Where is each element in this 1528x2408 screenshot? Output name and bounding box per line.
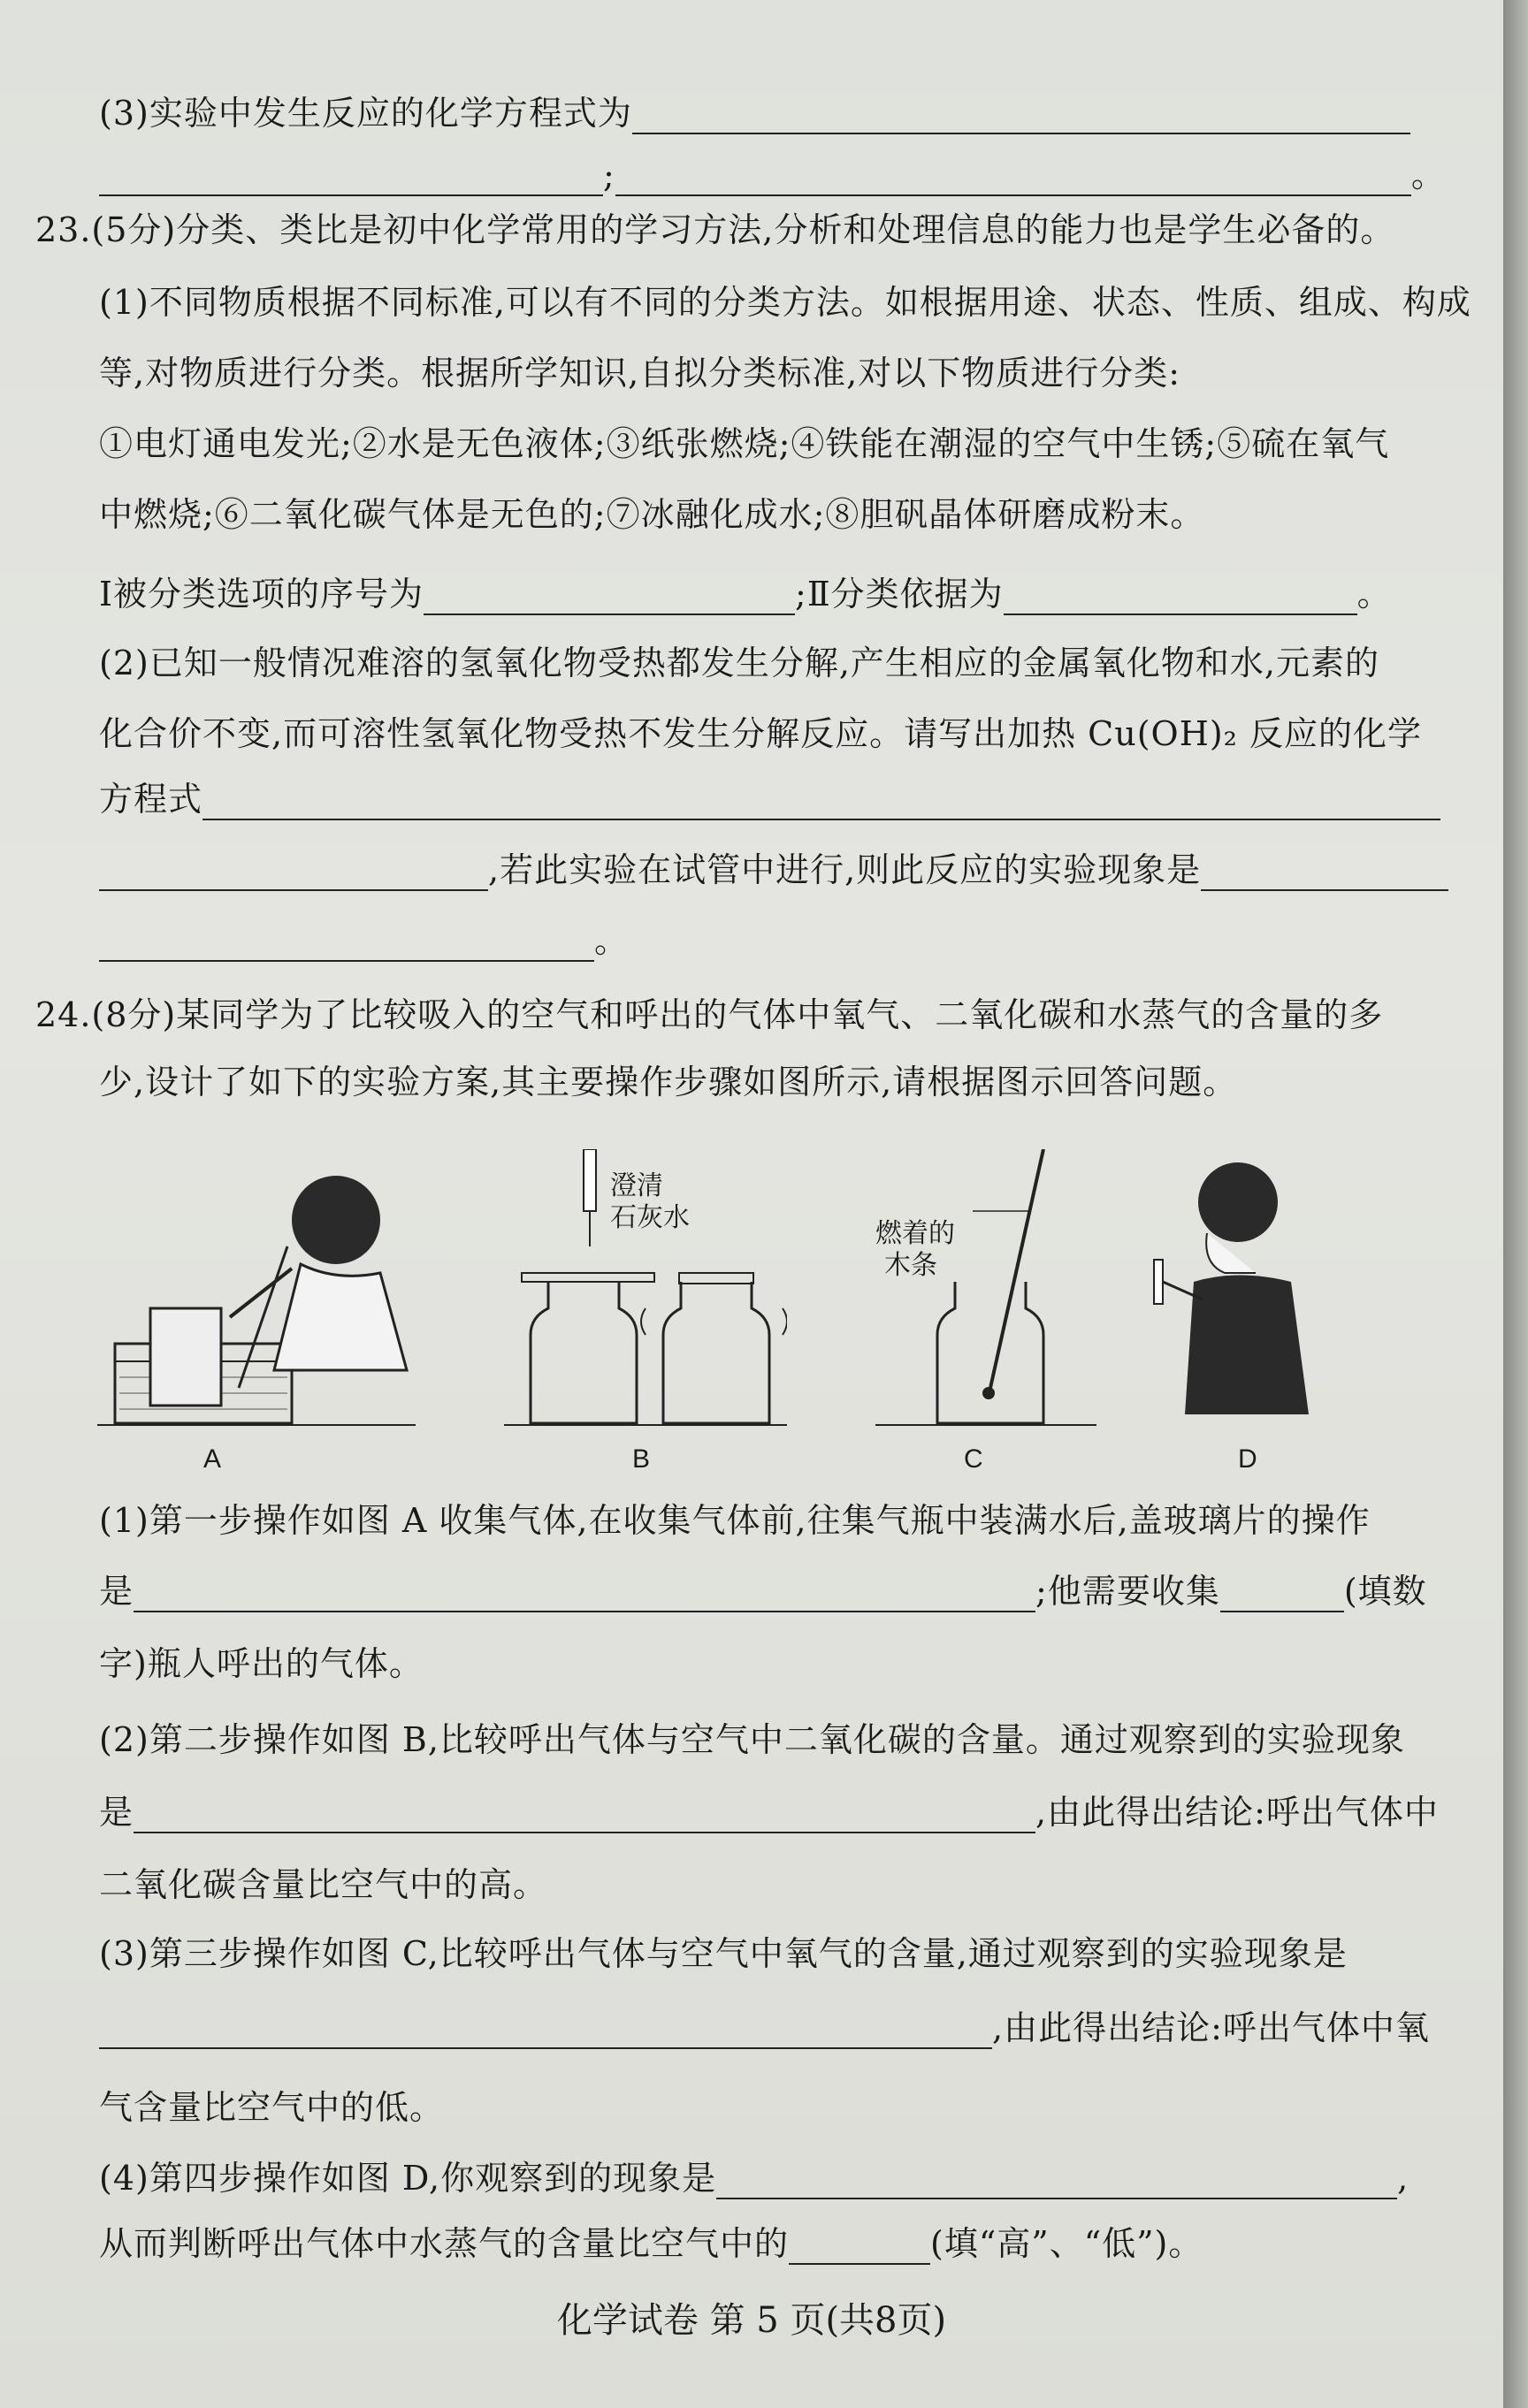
- answer-blank[interactable]: [424, 580, 795, 615]
- limewater-label-1: 澄清: [610, 1171, 663, 1200]
- q22-part3-cont: [99, 154, 1446, 196]
- answer-blank[interactable]: [134, 1577, 1035, 1612]
- q24-heading-line2: 少,设计了如下的实验方案,其主要操作步骤如图所示,请根据图示回答问题。: [99, 1063, 1238, 1101]
- text-fragment: ,由此得出结论:呼出气体中: [1035, 1793, 1439, 1832]
- separator: ;: [603, 156, 615, 194]
- period: 。: [1356, 575, 1392, 613]
- q23-p1-line3: ①电灯通电发光;②水是无色液体;③纸张燃烧;④铁能在潮湿的空气中生锈;⑤硫在氧气: [99, 424, 1390, 463]
- q23-p2-line1: (2)已知一般情况难溶的氢氧化物受热都发生分解,产生相应的金属氧化物和水,元素的: [99, 644, 1379, 682]
- answer-blank[interactable]: [1004, 580, 1357, 615]
- q24-p4-line2: [99, 2222, 1203, 2265]
- stick-label-1: 燃着的: [875, 1219, 955, 1248]
- limewater-label-2: 石灰水: [610, 1203, 690, 1232]
- figure-d: [1141, 1149, 1335, 1485]
- text-fragment: (4)第四步操作如图 D,你观察到的现象是: [99, 2159, 717, 2198]
- answer-blank[interactable]: [632, 99, 1410, 134]
- text-fragment: (填数: [1343, 1572, 1427, 1611]
- answer-blank[interactable]: [1201, 856, 1448, 891]
- answer-blank[interactable]: [1220, 1577, 1344, 1612]
- answer-blank[interactable]: [789, 2229, 930, 2265]
- figure-c-label: C: [964, 1444, 983, 1474]
- answer-blank[interactable]: [202, 785, 1440, 820]
- q24-p4-line1: [99, 2157, 1409, 2199]
- text-fragment: ,: [1397, 2159, 1410, 2198]
- text-fragment: 从而判断呼出气体中水蒸气的含量比空气中的: [99, 2224, 790, 2263]
- q24-p3-line1: (3)第三步操作如图 C,比较呼出气体与空气中氧气的含量,通过观察到的实验现象是: [99, 1934, 1348, 1973]
- q23-p1-line5: [99, 573, 1392, 615]
- q24-p1-line2: [99, 1570, 1427, 1612]
- text-fragment: 是: [99, 1572, 134, 1611]
- q23-p2-line4: [99, 849, 1448, 891]
- collecting-gas-illustration: [97, 1149, 416, 1441]
- text-fragment: 是: [99, 1793, 134, 1832]
- figure-d-label: D: [1238, 1444, 1257, 1474]
- breathing-on-glass-illustration: [1141, 1149, 1335, 1441]
- page-footer: 化学试卷 第 5 页(共8页): [556, 2300, 947, 2341]
- q23-p2-line5: [99, 919, 629, 962]
- figure-c: [875, 1149, 1123, 1485]
- q23-p2-line2: 化合价不变,而可溶性氢氧化物受热不发生分解反应。请写出加热 Cu(OH)₂ 反应的化学: [99, 714, 1422, 753]
- figure-b: [504, 1149, 822, 1485]
- q23-p1-line1: (1)不同物质根据不同标准,可以有不同的分类方法。如根据用途、状态、性质、组成、构成: [99, 283, 1471, 322]
- answer-blank[interactable]: [99, 856, 488, 891]
- burning-stick-illustration: [875, 1149, 1096, 1441]
- figure-a-label: A: [203, 1444, 222, 1474]
- answer-blank[interactable]: [99, 2014, 992, 2049]
- q22-part3: [99, 92, 1410, 134]
- q24-p1-line1: (1)第一步操作如图 A 收集气体,在收集气体前,往集气瓶中装满水后,盖玻璃片的操作: [99, 1501, 1371, 1540]
- figure-a: [97, 1149, 416, 1485]
- classify-basis-label: ;Ⅱ分类依据为: [795, 575, 1004, 613]
- answer-blank[interactable]: [99, 926, 594, 962]
- stick-label-2: 木条: [884, 1251, 937, 1280]
- equation-label: 方程式: [99, 780, 203, 819]
- q24-p1-line3: 字)瓶人呼出的气体。: [99, 1644, 424, 1683]
- q23-p1-line4: 中燃烧;⑥二氧化碳气体是无色的;⑦冰融化成水;⑧胆矾晶体研磨成粉末。: [99, 495, 1205, 534]
- period: 。: [1410, 156, 1446, 194]
- q24-p3-line3: 气含量比空气中的低。: [99, 2088, 445, 2127]
- answer-blank[interactable]: [615, 161, 1411, 196]
- q23-p2-line3: [99, 778, 1440, 820]
- text-fragment: ;他需要收集: [1035, 1572, 1220, 1611]
- text-fragment: (填“高”、“低”)。: [930, 2224, 1203, 2263]
- phenomenon-label: ,若此实验在试管中进行,则此反应的实验现象是: [488, 850, 1202, 889]
- q24-heading-line1: 24.(8分)某同学为了比较吸入的空气和呼出的气体中氧气、二氧化碳和水蒸气的含量的多: [35, 995, 1384, 1034]
- text-fragment: ,由此得出结论:呼出气体中氧: [992, 2008, 1430, 2047]
- page-edge: [1503, 0, 1528, 2408]
- classify-items-label: Ⅰ被分类选项的序号为: [99, 575, 424, 613]
- q23-heading: 23.(5分)分类、类比是初中化学常用的学习方法,分析和处理信息的能力也是学生必备的。: [35, 210, 1395, 249]
- period: 。: [594, 921, 630, 960]
- answer-blank[interactable]: [99, 161, 603, 196]
- q24-p2-line3: 二氧化碳含量比空气中的高。: [99, 1865, 548, 1904]
- q24-p3-line2: [99, 2007, 1430, 2049]
- q23-p1-line2: 等,对物质进行分类。根据所学知识,自拟分类标准,对以下物质进行分类:: [99, 354, 1181, 392]
- q22-part3-text: (3)实验中发生反应的化学方程式为: [99, 94, 632, 133]
- q24-p2-line2: [99, 1791, 1439, 1833]
- q24-p2-line1: (2)第二步操作如图 B,比较呼出气体与空气中二氧化碳的含量。通过观察到的实验现象: [99, 1720, 1405, 1759]
- answer-blank[interactable]: [716, 2164, 1397, 2199]
- answer-blank[interactable]: [134, 1798, 1035, 1833]
- figure-b-label: B: [632, 1444, 651, 1474]
